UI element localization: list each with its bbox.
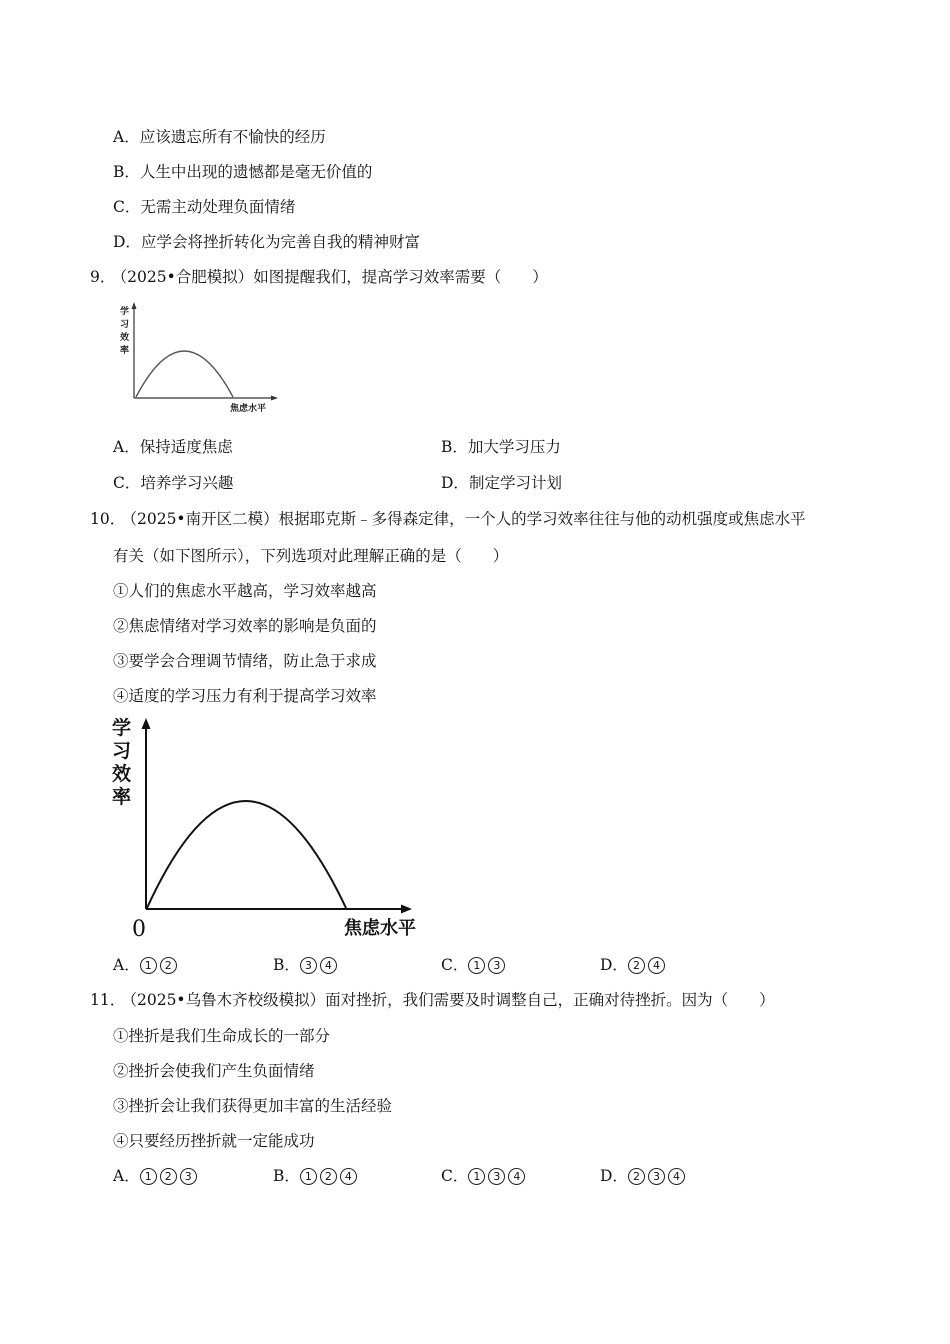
q10-stem-line2: 有关（如下图所示），下列选项对此理解正确的是（ ）: [113, 547, 509, 565]
statement-text: 焦虑情绪对学习效率的影响是负面的: [128, 617, 377, 635]
option-letter: B．: [441, 438, 468, 456]
option-letter: A．: [113, 128, 140, 146]
option-text: 培养学习兴趣: [140, 474, 234, 492]
q10-option-a: [113, 955, 180, 975]
option-text: 加大学习压力: [467, 438, 561, 456]
statement-mark: ②: [113, 1062, 129, 1080]
option-letter: B．: [273, 1167, 300, 1185]
q9-option-b: [441, 437, 561, 457]
question-number: 10．: [90, 510, 126, 528]
option-letter: B．: [273, 956, 300, 974]
circled-number: 1: [468, 1168, 485, 1185]
q9-option-c: [113, 473, 233, 493]
statement-text: 挫折会使我们产生负面情绪: [128, 1062, 315, 1080]
statement-text: 只要经历挫折就一定能成功: [128, 1132, 315, 1150]
ylabel-char: 习: [120, 320, 130, 330]
statement-text: 适度的学习压力有利于提高学习效率: [128, 687, 377, 705]
q11-statement-3: [113, 1096, 392, 1116]
circled-number: 1: [468, 957, 485, 974]
option-text: 无需主动处理负面情绪: [140, 198, 296, 216]
q11-statement-4: [113, 1131, 315, 1151]
q10-statement-3: [113, 651, 377, 671]
statement-mark: ②: [113, 617, 129, 635]
option-letter: C．: [113, 474, 141, 492]
curve: [147, 801, 346, 908]
option-letter: A．: [113, 956, 140, 974]
question-text: （2025•乌鲁木齐校级模拟）面对挫折，我们需要及时调整自己，正确对待挫折。因为（ ）: [129, 991, 775, 1009]
x-axis-arrow: [271, 396, 278, 401]
q8-option-c: [113, 197, 295, 217]
q11-option-b: [273, 1166, 360, 1186]
q10-statement-2: [113, 616, 377, 636]
q10-statement-4: [113, 686, 377, 706]
q10-option-b: [273, 955, 340, 975]
circled-number: 2: [320, 1168, 337, 1185]
x-axis-arrow: [401, 905, 412, 914]
ylabel-char: 学: [112, 717, 132, 739]
option-letter: D．: [600, 1167, 628, 1185]
q8-option-b: [113, 162, 372, 182]
circled-number: 1: [300, 1168, 317, 1185]
circled-number: 2: [160, 957, 177, 974]
ylabel-char: 学: [120, 307, 130, 317]
q9-stem: [90, 267, 548, 287]
circled-number: 3: [488, 957, 505, 974]
curve: [136, 351, 233, 397]
question-text: （2025•南开区二模）根据耶克斯﹣多得森定律，一个人的学习效率往往与他的动机强度或焦虑水平: [129, 510, 806, 528]
xlabel: 焦虑水平: [344, 918, 416, 939]
option-letter: D．: [113, 233, 141, 251]
origin-label: 0: [132, 917, 146, 942]
statement-mark: ①: [113, 1027, 129, 1045]
statement-mark: ①: [113, 582, 129, 600]
q10-stem-line1: [90, 509, 806, 529]
q11-option-c: [441, 1166, 528, 1186]
option-text: 应学会将挫折转化为完善自我的精神财富: [140, 233, 420, 251]
option-letter: D．: [600, 956, 628, 974]
q11-option-a: [113, 1166, 200, 1186]
question-text: （2025•合肥模拟）如图提醒我们，提高学习效率需要（ ）: [119, 268, 548, 286]
q11-statement-2: [113, 1061, 315, 1081]
question-number: 9．: [90, 268, 116, 286]
q10-statement-1: [113, 581, 377, 601]
circled-number: 2: [628, 1168, 645, 1185]
circled-number: 1: [140, 957, 157, 974]
q9-figure: [112, 300, 287, 420]
circled-number: 4: [648, 957, 665, 974]
ylabel-char: 率: [112, 786, 132, 808]
y-axis-arrow: [142, 718, 151, 729]
statement-text: 人们的焦虑水平越高，学习效率越高: [128, 582, 377, 600]
q10-option-c: [441, 955, 508, 975]
statement-mark: ③: [113, 1097, 129, 1115]
q8-option-d: [113, 232, 420, 252]
option-letter: A．: [113, 438, 140, 456]
circled-number: 3: [300, 957, 317, 974]
option-letter: D．: [441, 474, 469, 492]
statement-mark: ③: [113, 652, 129, 670]
option-text: 保持适度焦虑: [139, 438, 233, 456]
q9-option-d: [441, 473, 562, 493]
ylabel-char: 习: [112, 740, 132, 762]
statement-mark: ④: [113, 1132, 129, 1150]
statement-mark: ④: [113, 687, 129, 705]
circled-number: 3: [180, 1168, 197, 1185]
circled-number: 2: [628, 957, 645, 974]
option-text: 应该遗忘所有不愉快的经历: [139, 128, 326, 146]
q11-option-d: [600, 1166, 688, 1186]
option-letter: C．: [441, 956, 469, 974]
option-letter: B．: [113, 163, 140, 181]
q10-option-d: [600, 955, 668, 975]
circled-number: 4: [508, 1168, 525, 1185]
circled-number: 2: [160, 1168, 177, 1185]
statement-text: 挫折会让我们获得更加丰富的生活经验: [128, 1097, 393, 1115]
y-axis-arrow: [132, 302, 137, 309]
option-letter: A．: [113, 1167, 140, 1185]
circled-number: 1: [140, 1168, 157, 1185]
circled-number: 4: [340, 1168, 357, 1185]
circled-number: 4: [320, 957, 337, 974]
q9-option-a: [113, 437, 233, 457]
q10-figure: [108, 712, 428, 944]
option-letter: C．: [113, 198, 141, 216]
option-text: 制定学习计划: [468, 474, 562, 492]
circled-number: 3: [488, 1168, 505, 1185]
option-text: 人生中出现的遗憾都是毫无价值的: [139, 163, 373, 181]
q8-option-a: [113, 127, 326, 147]
xlabel: 焦虑水平: [230, 404, 267, 414]
ylabel-char: 率: [120, 346, 130, 356]
q11-statement-1: [113, 1026, 330, 1046]
circled-number: 4: [668, 1168, 685, 1185]
statement-text: 要学会合理调节情绪，防止急于求成: [128, 652, 377, 670]
ylabel-char: 效: [120, 333, 130, 343]
q11-stem: [90, 990, 775, 1010]
statement-text: 挫折是我们生命成长的一部分: [128, 1027, 331, 1045]
option-letter: C．: [441, 1167, 469, 1185]
question-number: 11．: [90, 991, 126, 1009]
ylabel-char: 效: [112, 763, 132, 785]
circled-number: 3: [648, 1168, 665, 1185]
